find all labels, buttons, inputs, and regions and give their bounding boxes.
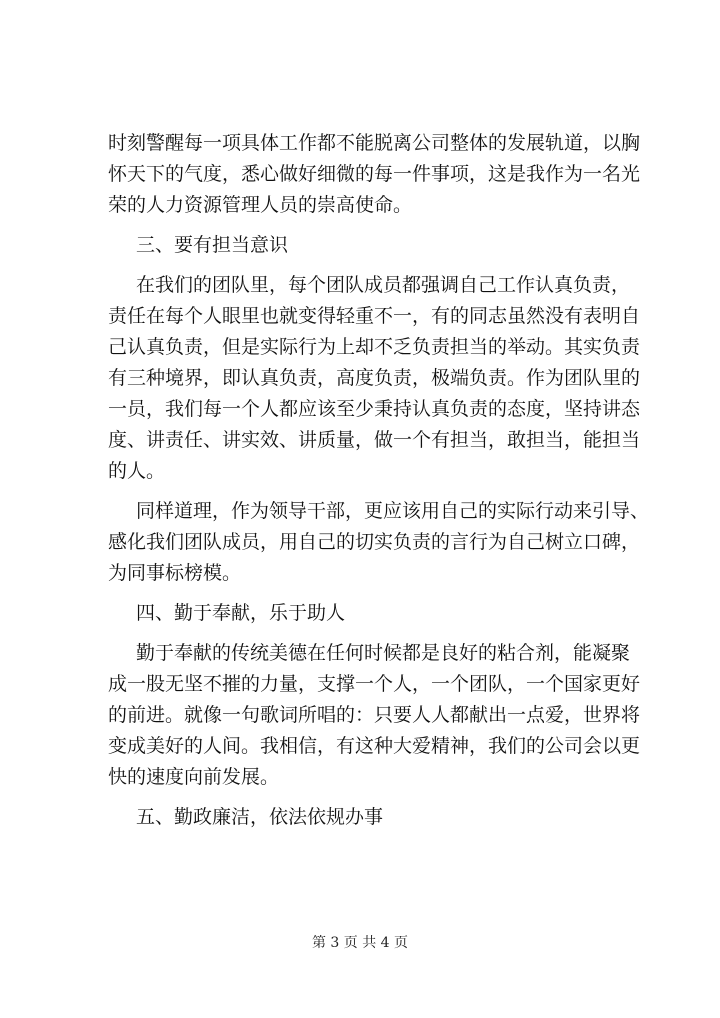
- text-line: 一员，我们每一个人都应该至少秉持认真负责的态度，坚持讲态: [108, 398, 641, 420]
- paragraph: [108, 270, 641, 487]
- section-heading: 四、勤于奉献，乐于助人: [136, 602, 346, 624]
- paragraph: [108, 638, 641, 793]
- text-line: 己认真负责，但是实际行为上却不乏负责担当的举动。其实负责: [108, 336, 641, 358]
- text-line: 荣的人力资源管理人员的崇高使命。: [108, 194, 413, 216]
- text-line: 的前进。就像一句歌词所唱的：只要人人都献出一点爱，世界将: [108, 704, 641, 726]
- text-line: 的人。: [108, 460, 166, 482]
- text-line: 怀天下的气度，悉心做好细微的每一件事项，这是我作为一名光: [108, 163, 641, 185]
- text-line: 同样道理，作为领导干部，更应该用自己的实际行动来引导、: [136, 500, 650, 522]
- text-line: 在我们的团队里，每个团队成员都强调自己工作认真负责，: [136, 274, 631, 296]
- text-line: 度、讲责任、讲实效、讲质量，做一个有担当，敢担当，能担当: [108, 429, 641, 451]
- text-line: 成一股无坚不摧的力量，支撑一个人，一个团队，一个国家更好: [108, 673, 641, 695]
- text-line: 时刻警醒每一项具体工作都不能脱离公司整体的发展轨道，以胸: [108, 132, 641, 154]
- section-heading: 三、要有担当意识: [136, 234, 289, 256]
- document-body: [108, 128, 650, 842]
- text-line: 勤于奉献的传统美德在任何时候都是良好的粘合剂，能凝聚: [136, 642, 631, 664]
- text-line: 快的速度向前发展。: [108, 766, 280, 788]
- text-line: 责任在每个人眼里也就变得轻重不一，有的同志虽然没有表明自: [108, 305, 641, 327]
- text-line: 有三种境界，即认真负责，高度负责，极端负责。作为团队里的: [108, 367, 641, 389]
- text-line: 变成美好的人间。我相信，有这种大爱精神，我们的公司会以更: [108, 735, 641, 757]
- section-heading: 五、勤政廉洁，依法依规办事: [136, 806, 384, 828]
- text-line: 感化我们团队成员，用自己的切实负责的言行为自己树立口碑，: [108, 531, 641, 553]
- paragraph: [108, 128, 641, 221]
- page-number-footer: 第 3 页 共 4 页: [311, 935, 409, 951]
- text-line: 为同事标榜模。: [108, 562, 242, 584]
- paragraph: [108, 496, 650, 589]
